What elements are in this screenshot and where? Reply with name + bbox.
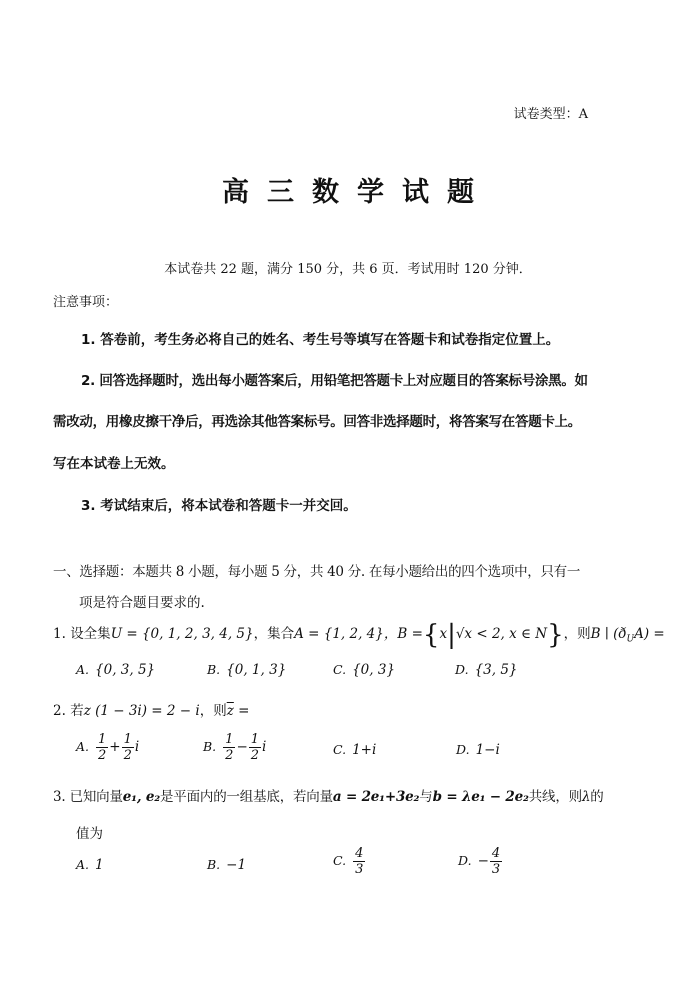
q3-option-d[interactable]: D. − $\frac{4}{3}$ xyxy=(458,846,501,877)
question-number: 2. xyxy=(53,703,66,719)
q2-option-a[interactable]: A. $\frac{1}{2}$ + $\frac{1}{2}$ i xyxy=(76,732,140,763)
set-a: A = {1, 2, 4} xyxy=(294,626,384,642)
question-3: 3. 已知向量e₁, e₂是平面内的一组基底，若向量a = 2e₁+3e₂与b = λe₁ − 2e₂共线，则λ的 xyxy=(53,789,604,805)
paper-type-label: 试卷类型：A xyxy=(513,107,588,122)
q1-option-b[interactable]: B. {0, 1, 3} xyxy=(207,662,287,678)
conjugate-z: $\overline{z}$ xyxy=(226,703,234,719)
q2-option-c[interactable]: C. 1+i xyxy=(333,742,377,758)
q1-option-c[interactable]: C. {0, 3} xyxy=(333,662,396,678)
q1-option-a[interactable]: A. {0, 3, 5} xyxy=(76,662,156,678)
q3-option-c[interactable]: C. $\frac{4}{3}$ xyxy=(333,846,364,877)
notice-item-2-line-3: 写在本试卷上无效。 xyxy=(53,456,175,472)
q3-option-b[interactable]: B. −1 xyxy=(207,857,247,873)
q2-option-d[interactable]: D. 1−i xyxy=(456,742,500,758)
section-1-heading: 一、选择题：本题共 8 小题，每小题 5 分，共 40 分. 在每小题给出的四个选项中，只有一 xyxy=(53,564,581,580)
notice-heading: 注意事项： xyxy=(53,295,119,310)
question-2: 2. 若z (1 − 3i) = 2 − i，则$\overline{z}$ = xyxy=(53,703,250,719)
notice-item-2-line-1: 2. 回答选择题时，选出每小题答案后，用铅笔把答题卡上对应题目的答案标号涂黑。如 xyxy=(81,373,588,389)
set-b-condition: √x < 2, x ∈ N xyxy=(455,626,548,642)
universal-set: U = {0, 1, 2, 3, 4, 5} xyxy=(110,626,254,642)
question-3-cont: 值为 xyxy=(76,826,103,842)
notice-item-3: 3. 考试结束后，将本试卷和答题卡一并交回。 xyxy=(81,498,357,514)
question-1: 1. 设全集U = {0, 1, 2, 3, 4, 5}，集合A = {1, 2, 4}，B ={x|√x < 2, x ∈ N}，则B ∣ $(ð_UA)$ = xyxy=(53,620,665,650)
exam-intro: 本试卷共 22 题，满分 150 分，共 6 页．考试用时 120 分钟． xyxy=(164,262,532,277)
notice-item-2-line-2: 需改动，用橡皮擦干净后，再选涂其他答案标号。回答非选择题时，将答案写在答题卡上。 xyxy=(53,414,581,430)
page-title: 高三数学试题 xyxy=(222,177,492,208)
notice-item-1: 1. 答卷前，考生务必将自己的姓名、考生号等填写在答题卡和试卷指定位置上。 xyxy=(81,332,560,348)
section-1-heading-cont: 项是符合题目要求的. xyxy=(79,595,205,611)
q3-option-a[interactable]: A. 1 xyxy=(76,857,104,873)
set-expression: B ∣ $(ð_UA)$ = xyxy=(590,626,665,645)
basis-vectors: e₁, e₂ xyxy=(122,789,160,805)
question-number: 1. xyxy=(53,626,66,642)
question-number: 3. xyxy=(53,789,66,805)
vector-a: a = 2e₁+3e₂ xyxy=(332,789,420,805)
q1-option-d[interactable]: D. {3, 5} xyxy=(455,662,518,678)
equation: z (1 − 3i) = 2 − i xyxy=(83,703,200,719)
vector-b: b = λe₁ − 2e₂ xyxy=(432,789,529,805)
q2-option-b[interactable]: B. $\frac{1}{2}$ − $\frac{1}{2}$ i xyxy=(203,732,267,763)
